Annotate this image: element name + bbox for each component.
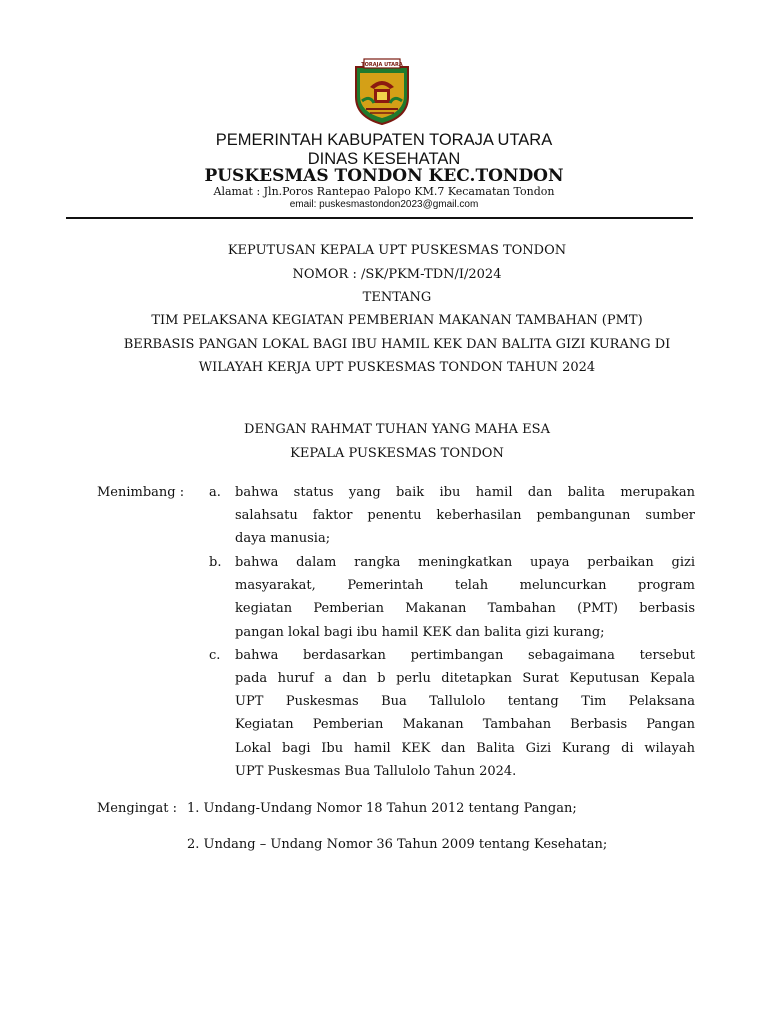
government-name: PEMERINTAH KABUPATEN TORAJA UTARA (215, 131, 553, 149)
item-marker: c. (209, 648, 221, 663)
emblem-caption: TORAJA UTARA (361, 62, 403, 68)
menimbang-line: pada huruf a dan b perlu ditetapkan Surat Keputusan Kepala (235, 671, 695, 686)
mengingat-label: Mengingat : (97, 801, 178, 816)
decree-title-line: WILAYAH KERJA UPT PUSKESMAS TONDON TAHUN 2024 (198, 360, 596, 375)
menimbang-line: bahwa status yang baik ibu hamil dan balita merupakan (235, 485, 695, 500)
mengingat-item: 1. Undang-Undang Nomor 18 Tahun 2012 tentang Pangan; (187, 801, 577, 816)
menimbang-line: kegiatan Pemberian Makanan Tambahan (PMT) berbasis (235, 601, 695, 616)
menimbang-line: bahwa berdasarkan pertimbangan sebagaimana tersebut (235, 648, 695, 663)
menimbang-line: UPT Puskesmas Bua Tallulolo Tahun 2024. (235, 764, 517, 779)
decree-title-line: BERBASIS PANGAN LOKAL BAGI IBU HAMIL KEK DAN BALITA GIZI KURANG DI (123, 337, 671, 352)
menimbang-line: bahwa dalam rangka meningkatkan upaya perbaikan gizi (235, 555, 695, 570)
menimbang-line: Kegiatan Pemberian Makanan Tambahan Berbasis Pangan (235, 717, 695, 732)
mengingat-item: 2. Undang – Undang Nomor 36 Tahun 2009 tentang Kesehatan; (187, 837, 608, 852)
decree-title-line: TIM PELAKSANA KEGIATAN PEMBERIAN MAKANAN TAMBAHAN (PMT) (151, 313, 643, 328)
facility-address: Alamat : Jln.Poros Rantepao Palopo KM.7 Kecamatan Tondon (213, 185, 555, 198)
blessing-line: DENGAN RAHMAT TUHAN YANG MAHA ESA (244, 422, 550, 437)
menimbang-line: pangan lokal bagi ibu hamil KEK dan balita gizi kurang; (235, 625, 605, 640)
menimbang-line: Lokal bagi Ibu hamil KEK dan Balita Gizi Kurang di wilayah (235, 741, 695, 756)
facility-email: email: puskesmastondon2023@gmail.com (289, 199, 479, 210)
menimbang-line: masyarakat, Pemerintah telah meluncurkan program (235, 578, 695, 593)
menimbang-line: UPT Puskesmas Bua Tallulolo tentang Tim Pelaksana (235, 694, 695, 709)
decree-about: TENTANG (362, 290, 432, 305)
menimbang-line: salahsatu faktor penentu keberhasilan pembangunan sumber (235, 508, 695, 523)
facility-name: PUSKESMAS TONDON KEC.TONDON (204, 166, 564, 186)
decree-number: NOMOR : /SK/PKM-TDN/I/2024 (292, 267, 502, 282)
head-title: KEPALA PUSKESMAS TONDON (290, 446, 504, 461)
decree-heading: KEPUTUSAN KEPALA UPT PUSKESMAS TONDON (227, 243, 567, 258)
agency-name: DINAS KESEHATAN (307, 150, 461, 168)
item-marker: b. (209, 555, 222, 570)
toraja-utara-emblem (350, 57, 414, 125)
menimbang-line: daya manusia; (235, 531, 331, 546)
item-marker: a. (209, 485, 221, 500)
letterhead-divider (66, 217, 693, 219)
menimbang-label: Menimbang : (97, 485, 185, 500)
